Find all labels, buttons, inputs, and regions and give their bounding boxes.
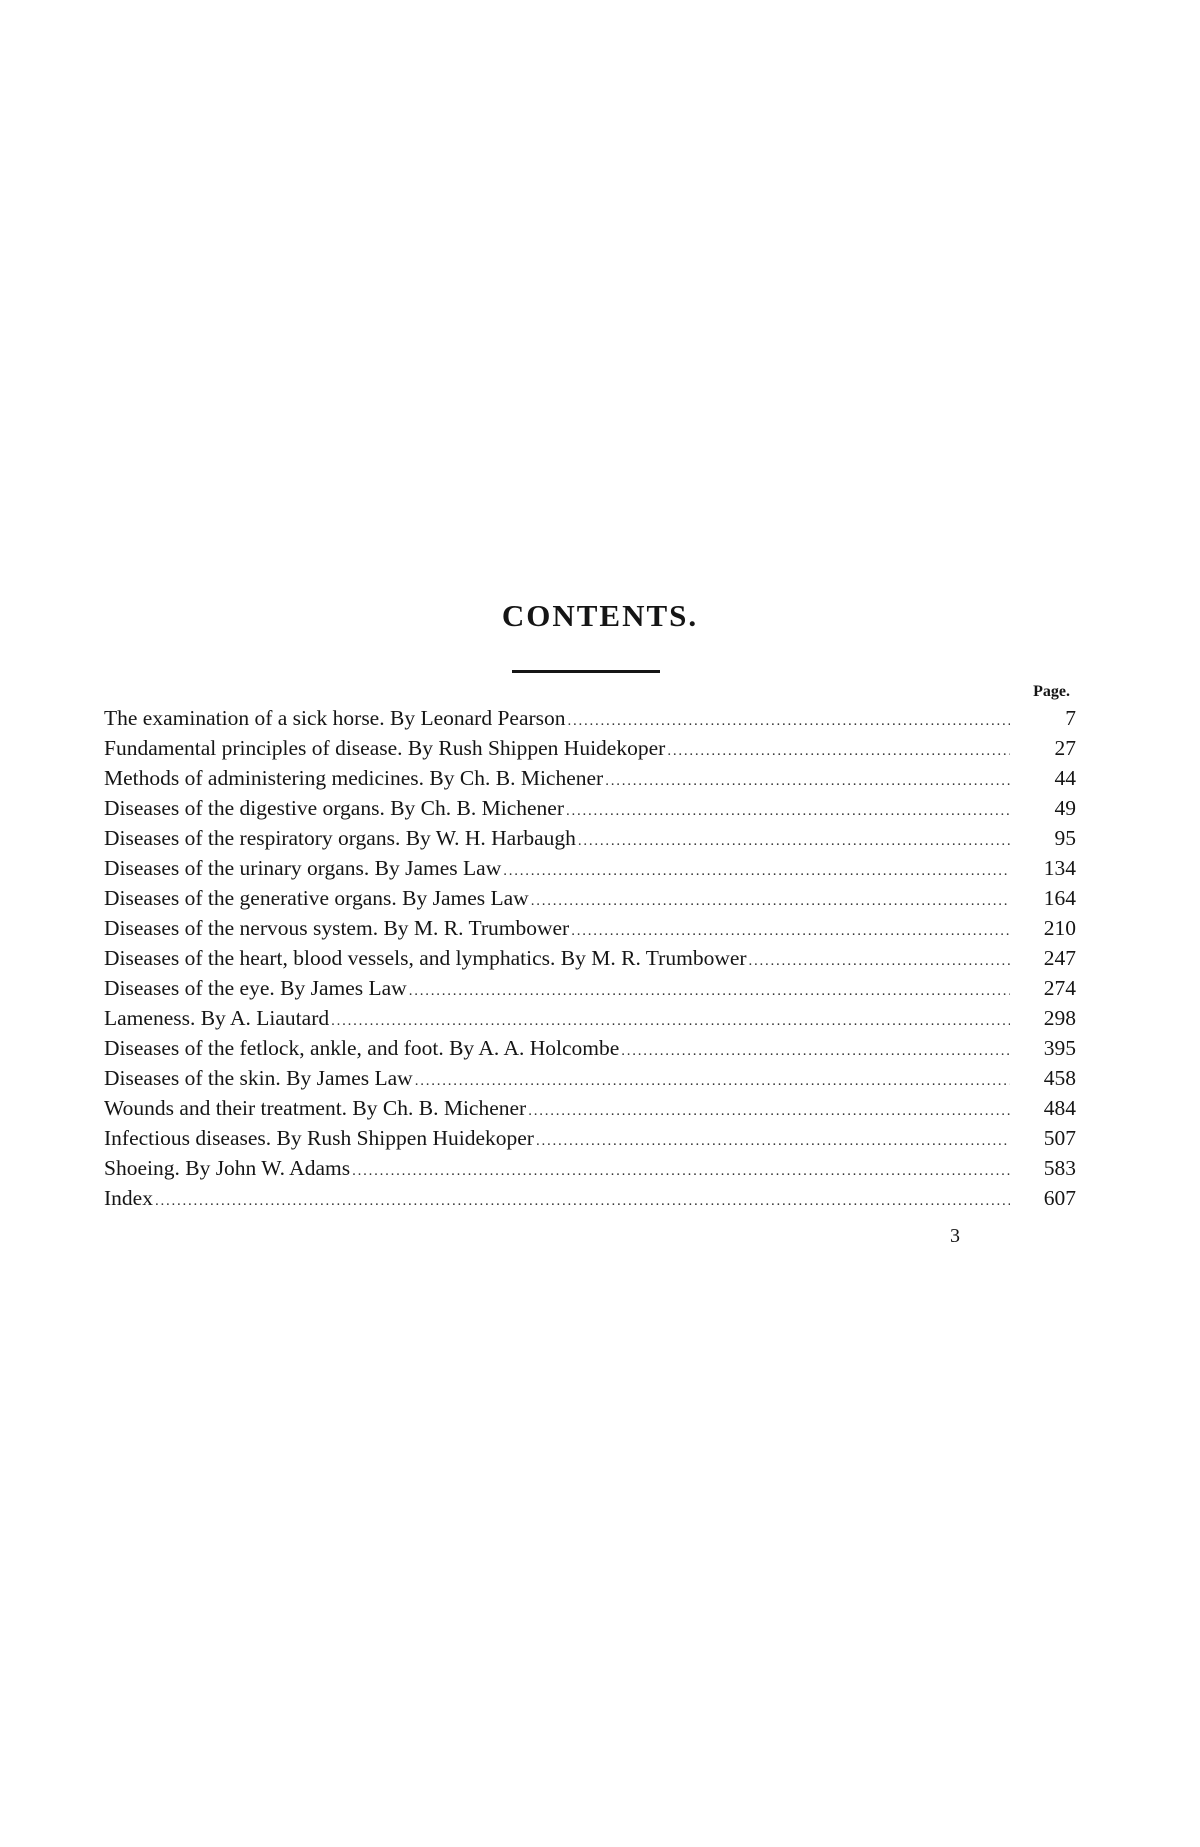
page-column-header — [104, 681, 1076, 703]
list-item — [104, 823, 1076, 853]
entry-page: 44 — [1054, 766, 1076, 790]
list-item — [104, 1183, 1076, 1213]
dot-leader — [415, 1066, 1010, 1096]
list-item — [104, 853, 1076, 883]
list-item — [104, 703, 1076, 733]
dot-leader — [605, 766, 1010, 796]
entry-page: 134 — [1043, 856, 1076, 880]
list-item — [104, 733, 1076, 763]
dot-leader — [571, 916, 1010, 946]
dot-leader — [568, 706, 1010, 736]
entry-page: 607 — [1043, 1186, 1076, 1210]
entry-title: Diseases of the nervous system. By M. R. Trumbower — [104, 916, 570, 940]
entry-title: Methods of administering medicines. By Ch. B. Michener — [104, 766, 604, 790]
entry-title: Diseases of the heart, blood vessels, and lymphatics. By M. R. Trumbower — [104, 946, 747, 970]
entry-page: 27 — [1054, 736, 1076, 760]
entry-page: 507 — [1043, 1126, 1076, 1150]
dot-leader — [503, 856, 1010, 886]
list-item — [104, 1003, 1076, 1033]
entry-title: Diseases of the skin. By James Law — [104, 1066, 413, 1090]
entry-page: 49 — [1054, 796, 1076, 820]
entry-page: 274 — [1043, 976, 1076, 1000]
dot-leader — [352, 1156, 1010, 1186]
dot-leader — [536, 1126, 1010, 1156]
entry-page: 583 — [1043, 1156, 1076, 1180]
list-item — [104, 1153, 1076, 1183]
table-of-contents — [104, 681, 1076, 1213]
entry-title: Diseases of the urinary organs. By James Law — [104, 856, 502, 880]
dot-leader — [528, 1096, 1010, 1126]
dot-leader — [531, 886, 1010, 916]
entry-page: 164 — [1043, 886, 1076, 910]
entry-title: The examination of a sick horse. By Leonard Pearson — [104, 706, 566, 730]
entry-title: Lameness. By A. Liautard — [104, 1006, 330, 1030]
dot-leader — [749, 946, 1010, 976]
list-item — [104, 883, 1076, 913]
entry-page: 7 — [1065, 706, 1076, 730]
entry-page: 298 — [1043, 1006, 1076, 1030]
list-item — [104, 1093, 1076, 1123]
entry-title: Index — [104, 1186, 153, 1210]
dot-leader — [409, 976, 1010, 1006]
list-item — [104, 1063, 1076, 1093]
list-item — [104, 793, 1076, 823]
dot-leader — [331, 1006, 1010, 1036]
entry-title: Infectious diseases. By Rush Shippen Huidekoper — [104, 1126, 534, 1150]
list-item — [104, 973, 1076, 1003]
entry-page: 95 — [1054, 826, 1076, 850]
entry-title: Diseases of the generative organs. By James Law — [104, 886, 529, 910]
dot-leader — [566, 796, 1010, 826]
list-item — [104, 1123, 1076, 1153]
dot-leader — [621, 1036, 1010, 1066]
entry-page: 247 — [1043, 946, 1076, 970]
dot-leader — [155, 1186, 1010, 1216]
page-column-label: Page. — [1033, 683, 1070, 700]
entry-title: Diseases of the fetlock, ankle, and foot. By A. A. Holcombe — [104, 1036, 620, 1060]
entry-title: Diseases of the digestive organs. By Ch. B. Michener — [104, 796, 564, 820]
entry-page: 395 — [1043, 1036, 1076, 1060]
heading-rule — [512, 670, 660, 673]
entry-title: Fundamental principles of disease. By Rush Shippen Huidekoper — [104, 736, 666, 760]
entry-title: Diseases of the eye. By James Law — [104, 976, 407, 1000]
entry-title: Diseases of the respiratory organs. By W. H. Harbaugh — [104, 826, 576, 850]
dot-leader — [578, 826, 1010, 856]
entry-page: 484 — [1043, 1096, 1076, 1120]
entry-page: 458 — [1043, 1066, 1076, 1090]
contents-heading: CONTENTS. — [501, 598, 699, 633]
contents-list — [104, 703, 1076, 1213]
entry-title: Shoeing. By John W. Adams — [104, 1156, 351, 1180]
list-item — [104, 763, 1076, 793]
list-item — [104, 1033, 1076, 1063]
entry-page: 210 — [1043, 916, 1076, 940]
entry-title: Wounds and their treatment. By Ch. B. Michener — [104, 1096, 527, 1120]
page-number: 3 — [950, 1225, 960, 1247]
list-item — [104, 913, 1076, 943]
list-item — [104, 943, 1076, 973]
dot-leader — [667, 736, 1010, 766]
